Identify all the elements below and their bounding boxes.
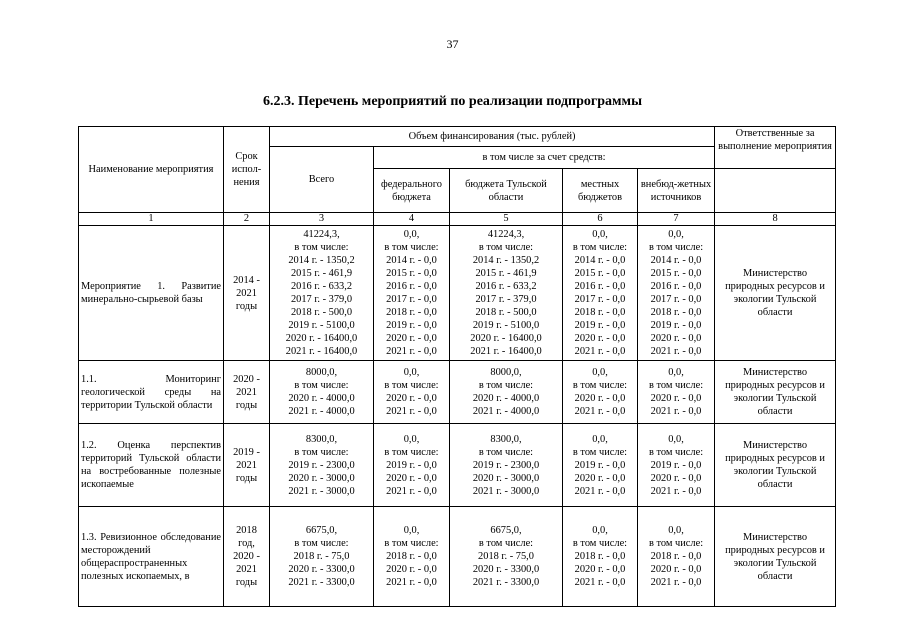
cell-line: 2019 г. - 5100,0 xyxy=(288,320,355,331)
cell-line: 2019 г. - 0,0 xyxy=(650,320,702,331)
cell-line: год, xyxy=(238,538,255,549)
cell-line: 2021 г. - 0,0 xyxy=(386,577,437,588)
cell-line: 8300,0, xyxy=(490,433,522,445)
column-number: 8 xyxy=(715,213,836,226)
cell-line: 2019 г. - 0,0 xyxy=(574,459,626,471)
cell-line: 41224,3, xyxy=(303,229,340,240)
total-funding xyxy=(270,361,374,424)
cell-line: 0,0, xyxy=(592,229,608,240)
cell-line: 2020 г. - 0,0 xyxy=(650,393,702,404)
cell-line: в том числе: xyxy=(294,242,349,253)
cell-line: 2020 г. - 0,0 xyxy=(386,472,437,484)
measure-name: 1.2. Оценка перспектив территорий Тульской области на востребованные полезные ископаемые xyxy=(79,424,224,507)
cell-line: 2020 г. - 3300,0 xyxy=(288,564,355,575)
cell-line: 2014 г. - 1350,2 xyxy=(472,255,540,266)
header-empty-cell xyxy=(715,169,836,213)
cell-line: 8000,0, xyxy=(490,367,522,378)
cell-line: 2020 г. - 0,0 xyxy=(574,393,626,404)
cell-line: 2019 г. - 2300,0 xyxy=(288,459,355,471)
cell-line: в том числе: xyxy=(294,446,349,458)
cell-line: 8300,0, xyxy=(305,433,338,445)
local-funding xyxy=(563,361,638,424)
responsible-executor: Министерство природных ресурсов и экологии Тульской области xyxy=(715,361,836,424)
cell-line: 2015 г. - 0,0 xyxy=(574,268,626,279)
cell-line: 6675,0, xyxy=(305,525,338,536)
cell-line: 2020 - xyxy=(233,373,260,385)
header-regional: бюджета Тульской области xyxy=(450,169,563,213)
cell-line: в том числе: xyxy=(478,538,534,549)
cell-line: 0,0, xyxy=(403,367,420,378)
cell-line: 2019 г. - 0,0 xyxy=(650,459,702,471)
cell-line: 2018 г. - 0,0 xyxy=(650,551,702,562)
cell-line: 2018 г. - 75,0 xyxy=(478,551,534,562)
cell-line: в том числе: xyxy=(648,242,704,253)
cell-line: 2019 г. - 0,0 xyxy=(386,459,437,471)
column-number: 3 xyxy=(270,213,374,226)
cell-line: 2021 г. - 4000,0 xyxy=(472,406,540,417)
cell-line: 2020 г. - 0,0 xyxy=(386,564,437,575)
cell-line: 2020 г. - 4000,0 xyxy=(472,393,540,404)
responsible-executor: Министерство природных ресурсов и экологии Тульской области xyxy=(715,507,836,607)
measure-name: Мероприятие 1. Развитие минерально-сырьевой базы xyxy=(79,226,224,361)
total-funding xyxy=(270,507,374,607)
cell-line: 2021 г. - 0,0 xyxy=(650,346,702,357)
cell-line: в том числе: xyxy=(648,538,704,549)
cell-line: 2020 г. - 0,0 xyxy=(386,333,437,344)
cell-line: 2020 г. - 0,0 xyxy=(574,472,626,484)
column-number: 4 xyxy=(374,213,450,226)
cell-line: 2014 г. - 0,0 xyxy=(650,255,702,266)
cell-line: 2021 г. - 0,0 xyxy=(386,485,437,497)
cell-line: 2019 - xyxy=(233,446,260,458)
cell-line: в том числе: xyxy=(572,538,628,549)
cell-line: 2018 xyxy=(236,525,257,536)
cell-line: в том числе: xyxy=(384,446,439,458)
responsible-executor: Министерство природных ресурсов и экологии Тульской области xyxy=(715,424,836,507)
measure-name: 1.3. Ревизионное обследование месторождений общераспространенных полезных ископаемых, в xyxy=(79,507,224,607)
cell-line: 2018 г. - 75,0 xyxy=(293,551,350,562)
cell-line: 2020 г. - 3000,0 xyxy=(472,472,540,484)
cell-line: 0,0, xyxy=(668,229,684,240)
responsible-executor: Министерство природных ресурсов и экологии Тульской области xyxy=(715,226,836,361)
cell-line: 2018 г. - 0,0 xyxy=(386,551,437,562)
cell-line: 2020 г. - 0,0 xyxy=(386,393,437,404)
header-name: Наименование мероприятия xyxy=(79,127,224,213)
cell-line: 0,0, xyxy=(592,433,608,445)
cell-line: 2021 г. - 0,0 xyxy=(574,577,626,588)
cell-line: 6675,0, xyxy=(490,525,522,536)
cell-line: 2020 г. - 0,0 xyxy=(574,564,626,575)
cell-line: 2019 г. - 0,0 xyxy=(574,320,626,331)
cell-line: 2021 xyxy=(236,459,257,471)
local-funding xyxy=(563,424,638,507)
column-number-row xyxy=(79,213,836,226)
column-number: 2 xyxy=(224,213,270,226)
measure-term xyxy=(224,361,270,424)
cell-line: в том числе: xyxy=(572,242,628,253)
cell-line: в том числе: xyxy=(648,380,704,391)
cell-line: 0,0, xyxy=(592,525,608,536)
cell-line: 41224,3, xyxy=(487,229,525,240)
cell-line: 2016 г. - 0,0 xyxy=(574,281,626,292)
cell-line: годы xyxy=(235,577,258,588)
cell-line: 2017 г. - 0,0 xyxy=(650,294,702,305)
cell-line: в том числе: xyxy=(572,446,628,458)
column-number: 1 xyxy=(79,213,224,226)
header-financing: Объем финансирования (тыс. рублей) xyxy=(270,127,715,147)
cell-line: 0,0, xyxy=(668,367,684,378)
cell-line: 2018 г. - 0,0 xyxy=(386,307,437,318)
cell-line: 2021 г. - 0,0 xyxy=(574,485,626,497)
cell-line: 2021 г. - 16400,0 xyxy=(285,346,358,357)
cell-line: 2018 г. - 500,0 xyxy=(475,307,537,318)
measures-table xyxy=(78,126,836,607)
cell-line: 2021 г. - 3000,0 xyxy=(472,485,540,497)
cell-line: 2016 г. - 0,0 xyxy=(650,281,702,292)
measure-term xyxy=(224,424,270,507)
cell-line: 2021 г. - 0,0 xyxy=(650,577,702,588)
cell-line: в том числе: xyxy=(478,242,534,253)
cell-line: 2021 г. - 0,0 xyxy=(650,485,702,497)
federal-funding xyxy=(374,226,450,361)
federal-funding xyxy=(374,424,450,507)
cell-line: 2014 г. - 1350,2 xyxy=(288,255,355,266)
cell-line: 2021 г. - 0,0 xyxy=(574,346,626,357)
cell-line: 2020 г. - 16400,0 xyxy=(285,333,358,344)
cell-line: 2018 г. - 0,0 xyxy=(650,307,702,318)
cell-line: 2016 г. - 633,2 xyxy=(290,281,353,292)
cell-line: 2018 г. - 500,0 xyxy=(290,307,353,318)
regional-funding xyxy=(450,507,563,607)
cell-line: 2019 г. - 2300,0 xyxy=(472,459,540,471)
cell-line: в том числе: xyxy=(384,380,439,391)
cell-line: 0,0, xyxy=(668,525,684,536)
header-extra: внебюд-жетных источников xyxy=(638,169,715,213)
cell-line: в том числе: xyxy=(478,380,534,391)
cell-line: 2021 г. - 0,0 xyxy=(574,406,626,417)
cell-line: 2020 г. - 3300,0 xyxy=(472,564,540,575)
cell-line: 0,0, xyxy=(403,229,420,240)
cell-line: 2021 г. - 16400,0 xyxy=(470,346,542,357)
cell-line: 2020 г. - 16400,0 xyxy=(470,333,542,344)
cell-line: 0,0, xyxy=(403,525,420,536)
header-total: Всего xyxy=(270,147,374,213)
total-funding xyxy=(270,226,374,361)
header-federal: федерального бюджета xyxy=(374,169,450,213)
cell-line: 2017 г. - 379,0 xyxy=(290,294,353,305)
cell-line: годы xyxy=(235,300,258,312)
table-row xyxy=(79,424,836,507)
cell-line: 2017 г. - 0,0 xyxy=(574,294,626,305)
cell-line: 2021 г. - 3000,0 xyxy=(288,485,355,497)
column-number: 5 xyxy=(450,213,563,226)
cell-line: годы xyxy=(235,472,258,484)
cell-line: 2017 г. - 0,0 xyxy=(386,294,437,305)
cell-line: годы xyxy=(235,399,258,411)
cell-line: 2018 г. - 0,0 xyxy=(574,551,626,562)
cell-line: 2015 г. - 461,9 xyxy=(290,268,353,279)
cell-line: 2020 г. - 3000,0 xyxy=(288,472,355,484)
cell-line: 2021 г. - 0,0 xyxy=(650,406,702,417)
cell-line: 2014 г. - 0,0 xyxy=(386,255,437,266)
cell-line: 2021 xyxy=(236,564,257,575)
total-funding xyxy=(270,424,374,507)
cell-line: 2019 г. - 0,0 xyxy=(386,320,437,331)
cell-line: 2021 г. - 3300,0 xyxy=(288,577,355,588)
cell-line: 2015 г. - 0,0 xyxy=(386,268,437,279)
cell-line: 2015 г. - 461,9 xyxy=(475,268,537,279)
column-number: 7 xyxy=(638,213,715,226)
table-row xyxy=(79,361,836,424)
cell-line: в том числе: xyxy=(294,380,349,391)
cell-line: 2020 г. - 0,0 xyxy=(650,472,702,484)
cell-line: 2014 г. - 0,0 xyxy=(574,255,626,266)
cell-line: 2018 г. - 0,0 xyxy=(574,307,626,318)
cell-line: 2021 xyxy=(236,287,257,299)
regional-funding xyxy=(450,361,563,424)
cell-line: 0,0, xyxy=(592,367,608,378)
cell-line: 2020 г. - 0,0 xyxy=(650,333,702,344)
measure-term xyxy=(224,226,270,361)
federal-funding xyxy=(374,507,450,607)
cell-line: 2020 г. - 0,0 xyxy=(650,564,702,575)
column-number: 6 xyxy=(563,213,638,226)
cell-line: 2021 xyxy=(236,386,257,398)
measure-term xyxy=(224,507,270,607)
cell-line: 2021 г. - 4000,0 xyxy=(288,406,355,417)
cell-line: в том числе: xyxy=(478,446,534,458)
cell-line: 2016 г. - 0,0 xyxy=(386,281,437,292)
measure-name: 1.1. Мониторинг геологической среды на территории Тульской области xyxy=(79,361,224,424)
regional-funding xyxy=(450,424,563,507)
local-funding xyxy=(563,226,638,361)
cell-line: 2017 г. - 379,0 xyxy=(475,294,537,305)
extrabudgetary-funding xyxy=(638,226,715,361)
header-including: в том числе за счет средств: xyxy=(374,147,715,169)
cell-line: 2016 г. - 633,2 xyxy=(475,281,537,292)
extrabudgetary-funding xyxy=(638,507,715,607)
header-local: местных бюджетов xyxy=(563,169,638,213)
cell-line: 2021 г. - 0,0 xyxy=(386,346,437,357)
extrabudgetary-funding xyxy=(638,424,715,507)
cell-line: в том числе: xyxy=(384,538,439,549)
cell-line: 2020 г. - 0,0 xyxy=(574,333,626,344)
local-funding xyxy=(563,507,638,607)
federal-funding xyxy=(374,361,450,424)
cell-line: 0,0, xyxy=(668,433,684,445)
cell-line: 2021 г. - 0,0 xyxy=(386,406,437,417)
cell-line: 2019 г. - 5100,0 xyxy=(472,320,540,331)
cell-line: в том числе: xyxy=(384,242,439,253)
cell-line: 2021 г. - 3300,0 xyxy=(472,577,540,588)
cell-line: 0,0, xyxy=(403,433,420,445)
page-number: 37 xyxy=(446,37,459,51)
cell-line: 2020 г. - 4000,0 xyxy=(288,393,355,404)
cell-line: 2014 - xyxy=(233,274,260,286)
cell-line: 2015 г. - 0,0 xyxy=(650,268,702,279)
cell-line: в том числе: xyxy=(572,380,628,391)
table-row xyxy=(79,507,836,607)
header-responsible: Ответственные за выполнение мероприятия xyxy=(715,127,836,169)
cell-line: в том числе: xyxy=(648,446,704,458)
table-row xyxy=(79,226,836,361)
cell-line: 2020 - xyxy=(233,551,260,562)
header-term: Срок испол-нения xyxy=(224,127,270,213)
extrabudgetary-funding xyxy=(638,361,715,424)
cell-line: 8000,0, xyxy=(305,367,338,378)
cell-line: в том числе: xyxy=(294,538,349,549)
regional-funding xyxy=(450,226,563,361)
document-title: 6.2.3. Перечень мероприятий по реализации подпрограммы xyxy=(262,94,643,109)
